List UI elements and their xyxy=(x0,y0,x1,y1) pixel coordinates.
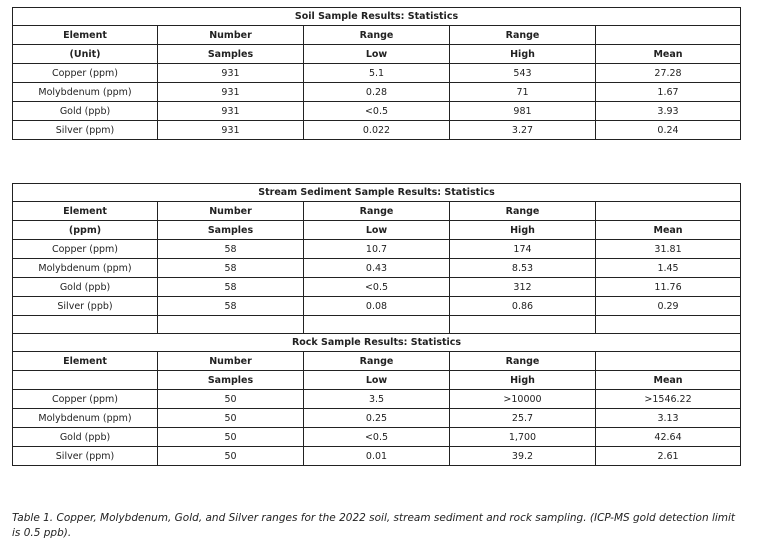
table-cell: Gold (ppb) xyxy=(13,428,158,447)
table-row xyxy=(13,390,741,409)
table-cell: 50 xyxy=(158,409,304,428)
table-row xyxy=(13,297,741,316)
table-row xyxy=(13,447,741,466)
blank-cell xyxy=(158,316,304,334)
rock-header-row-2 xyxy=(13,371,741,390)
header-cell: Mean xyxy=(596,221,741,240)
table-cell: 27.28 xyxy=(596,64,741,83)
table-cell: 50 xyxy=(158,390,304,409)
table-caption: Table 1. Copper, Molybdenum, Gold, and Silver ranges for the 2022 soil, stream sediment and rock sampling. (ICP-MS gold detection limit is 0.5 ppb). xyxy=(12,512,736,539)
table-cell: 31.81 xyxy=(596,240,741,259)
stream-header-row-2 xyxy=(13,221,741,240)
soil-header-row-2 xyxy=(13,45,741,64)
header-cell: Element xyxy=(13,352,158,371)
table-cell: 3.5 xyxy=(304,390,450,409)
blank-row xyxy=(13,316,741,334)
header-cell: Number xyxy=(158,352,304,371)
header-cell: Range xyxy=(450,352,596,371)
table-cell: 543 xyxy=(450,64,596,83)
table-cell: >1546.22 xyxy=(596,390,741,409)
table-cell: 0.25 xyxy=(304,409,450,428)
table-cell: 58 xyxy=(158,259,304,278)
table-cell: 981 xyxy=(450,102,596,121)
header-cell: High xyxy=(450,221,596,240)
table-cell: 58 xyxy=(158,278,304,297)
header-cell: High xyxy=(450,45,596,64)
table-row xyxy=(13,409,741,428)
header-cell: Element xyxy=(13,202,158,221)
table-cell: Silver (ppm) xyxy=(13,121,158,140)
table-cell: Gold (ppb) xyxy=(13,102,158,121)
table-cell: 1.67 xyxy=(596,83,741,102)
table-cell: 1,700 xyxy=(450,428,596,447)
header-cell: Low xyxy=(304,45,450,64)
header-cell: (ppm) xyxy=(13,221,158,240)
soil-results-table xyxy=(12,7,741,140)
rock-header-row-1 xyxy=(13,352,741,371)
table-cell: 71 xyxy=(450,83,596,102)
table-cell: 8.53 xyxy=(450,259,596,278)
table-cell: 5.1 xyxy=(304,64,450,83)
table-row xyxy=(13,102,741,121)
table-cell: 174 xyxy=(450,240,596,259)
table-cell: 1.45 xyxy=(596,259,741,278)
blank-cell xyxy=(450,316,596,334)
table-cell: Molybdenum (ppm) xyxy=(13,83,158,102)
table-cell: 0.24 xyxy=(596,121,741,140)
header-cell: Element xyxy=(13,26,158,45)
table-cell: 0.08 xyxy=(304,297,450,316)
table-cell: Molybdenum (ppm) xyxy=(13,409,158,428)
blank-cell xyxy=(304,316,450,334)
table-cell: Copper (ppm) xyxy=(13,390,158,409)
header-cell: Range xyxy=(450,26,596,45)
table-cell: 10.7 xyxy=(304,240,450,259)
table-row xyxy=(13,121,741,140)
table-cell: 931 xyxy=(158,121,304,140)
header-cell: Number xyxy=(158,26,304,45)
table-cell: 2.61 xyxy=(596,447,741,466)
table-cell: Gold (ppb) xyxy=(13,278,158,297)
header-cell xyxy=(596,352,741,371)
stream-header-row-1 xyxy=(13,202,741,221)
table-cell: 0.28 xyxy=(304,83,450,102)
table-cell: 931 xyxy=(158,102,304,121)
table-cell: 25.7 xyxy=(450,409,596,428)
table-row xyxy=(13,83,741,102)
table-cell: Molybdenum (ppm) xyxy=(13,259,158,278)
header-cell: Samples xyxy=(158,371,304,390)
header-cell: (Unit) xyxy=(13,45,158,64)
table-cell: 0.022 xyxy=(304,121,450,140)
table-cell: Silver (ppm) xyxy=(13,447,158,466)
table-cell: 50 xyxy=(158,447,304,466)
table-row xyxy=(13,64,741,83)
table-cell: 3.13 xyxy=(596,409,741,428)
table-cell: Silver (ppb) xyxy=(13,297,158,316)
header-cell: Low xyxy=(304,371,450,390)
table-cell: >10000 xyxy=(450,390,596,409)
header-cell: Range xyxy=(304,202,450,221)
table-cell: 50 xyxy=(158,428,304,447)
header-cell: Low xyxy=(304,221,450,240)
header-cell xyxy=(596,202,741,221)
table-cell: 0.29 xyxy=(596,297,741,316)
soil-table-title: Soil Sample Results: Statistics xyxy=(13,8,741,26)
table-cell: <0.5 xyxy=(304,102,450,121)
table-row xyxy=(13,278,741,297)
table-cell: 0.86 xyxy=(450,297,596,316)
header-cell: Range xyxy=(450,202,596,221)
header-cell xyxy=(596,26,741,45)
header-cell: High xyxy=(450,371,596,390)
stream-and-rock-results-table xyxy=(12,183,741,466)
table-cell: Copper (ppm) xyxy=(13,240,158,259)
table-cell: 312 xyxy=(450,278,596,297)
header-cell: Mean xyxy=(596,371,741,390)
header-cell: Range xyxy=(304,26,450,45)
blank-cell xyxy=(596,316,741,334)
blank-cell xyxy=(13,316,158,334)
table-cell: Copper (ppm) xyxy=(13,64,158,83)
table-cell: <0.5 xyxy=(304,278,450,297)
table-cell: 11.76 xyxy=(596,278,741,297)
table-cell: 0.43 xyxy=(304,259,450,278)
table-cell: 39.2 xyxy=(450,447,596,466)
table-row xyxy=(13,240,741,259)
header-cell: Range xyxy=(304,352,450,371)
table-row xyxy=(13,428,741,447)
soil-header-row-1 xyxy=(13,26,741,45)
header-cell: Mean xyxy=(596,45,741,64)
table-row xyxy=(13,259,741,278)
stream-table-title: Stream Sediment Sample Results: Statistics xyxy=(13,184,741,202)
table-cell: 42.64 xyxy=(596,428,741,447)
table-cell: 931 xyxy=(158,64,304,83)
table-cell: 58 xyxy=(158,297,304,316)
header-cell: Samples xyxy=(158,45,304,64)
header-cell: Number xyxy=(158,202,304,221)
table-cell: 3.27 xyxy=(450,121,596,140)
table-cell: 0.01 xyxy=(304,447,450,466)
table-cell: <0.5 xyxy=(304,428,450,447)
table-cell: 58 xyxy=(158,240,304,259)
header-cell: Samples xyxy=(158,221,304,240)
table-cell: 3.93 xyxy=(596,102,741,121)
rock-table-title: Rock Sample Results: Statistics xyxy=(13,334,741,352)
header-cell xyxy=(13,371,158,390)
table-cell: 931 xyxy=(158,83,304,102)
